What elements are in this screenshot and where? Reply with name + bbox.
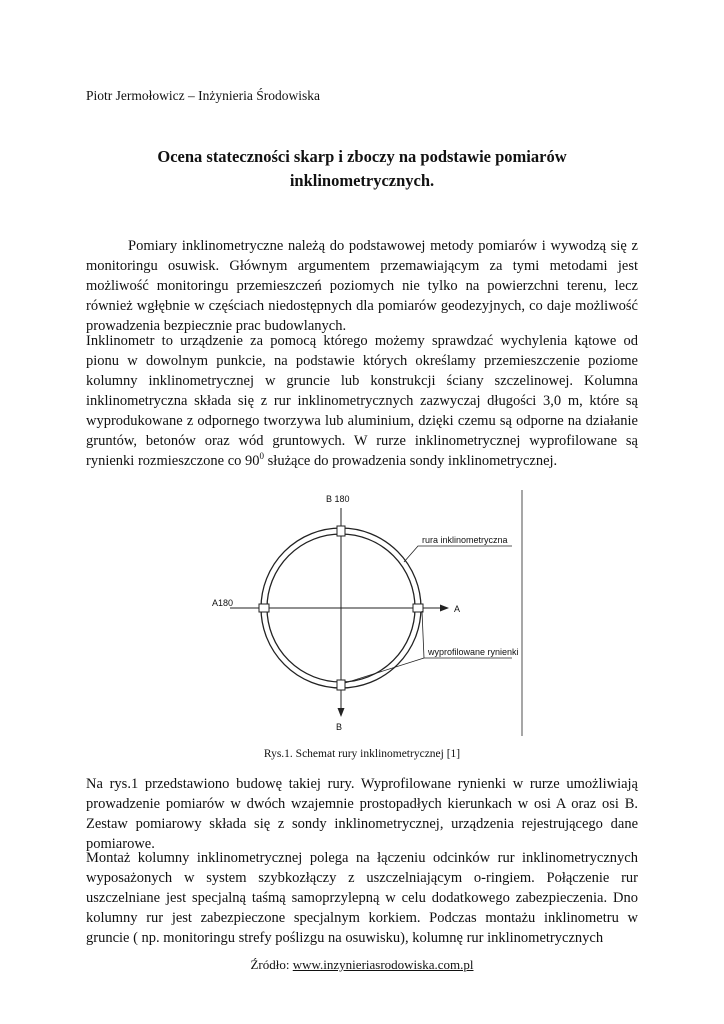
running-header: Piotr Jermołowicz – Inżynieria Środowiska bbox=[86, 88, 320, 103]
paragraph-installation: Montaż kolumny inklinometrycznej polega na łączeniu odcinków rur inklinometrycznych wyposażonych w system szybkozłączy z uszczelniającym o-ringiem. Połączenie rur uszczelniane jest specjalną taśmą samoprzylepną w celu dodatkowego zabezpieczenia. Dno kolumny rur jest zabezpieczone specjalnym korkiem. Podczas montażu inklinometru w gruncie ( np. monitoringu strefy poślizgu na osuwisku), kolumnę rur inklinometrycznych bbox=[86, 850, 638, 946]
axis-a-arrow bbox=[440, 605, 449, 612]
paragraph-figure-description: Na rys.1 przedstawiono budowę takiej rury. Wyprofilowane rynienki w rurze umożliwiają prowadzenie pomiarów w dwóch wzajemnie prostopadłych kierunkach w osi A oraz osi B. Zestaw pomiarowy składa się z sondy inklinometrycznej, urządzenia rejestrującego dane pomiarowe. bbox=[86, 776, 638, 852]
paragraph-inclinometer bbox=[86, 331, 638, 471]
pipe-schematic-diagram bbox=[200, 484, 530, 739]
footer-prefix: Źródło: bbox=[250, 957, 293, 972]
paragraph-intro: Pomiary inklinometryczne należą do podstawowej metody pomiarów i wywodzą się z monitoringu osuwisk. Głównym argumentem przemawiającym za tymi metodami jest możliwość monitoringu przemieszczeń poziomych nie tylko na powierzchni terenu, lecz również wgłębnie w częściach niedostępnych dla pomiarów geodezyjnych, co daje możliwość prowadzenia bezpiecznie prac budowlanych. bbox=[86, 238, 638, 334]
label-a: A bbox=[454, 604, 461, 614]
title-line-2: inklinometrycznych. bbox=[289, 171, 435, 190]
groove-left bbox=[259, 604, 269, 612]
paragraph-inclinometer-tail: służące do prowadzenia sondy inklinometrycznej. bbox=[264, 453, 558, 469]
figure-caption: Rys.1. Schemat rury inklinometrycznej [1] bbox=[263, 748, 461, 760]
label-b180: B 180 bbox=[326, 494, 350, 504]
degree-superscript: 0 bbox=[259, 451, 265, 462]
leader-pipe bbox=[404, 546, 512, 562]
paragraph-inclinometer-text: Inklinometr to urządzenie za pomocą którego możemy sprawdzać wychylenia kątowe od pionu w dowolnym punkcie, na podstawie których określamy przemieszczenie poziome kolumny inklinometrycznej w gruncie lub konstrukcji ściany szczelinowej. Kolumna inklinometryczna składa się z rur inklinometrycznych zazwyczaj długości 3,0 m, które są wyprodukowane z odpornego tworzywa lub aluminium, dzięki czemu są odporne na działanie gruntów, betonów oraz wód gruntowych. W rurze inklinometrycznej wyprofilowane są rynienki rozmieszczone co 90 bbox=[86, 333, 638, 469]
label-a180: A180 bbox=[212, 598, 234, 608]
source-link[interactable]: www.inzynieriasrodowiska.com.pl bbox=[292, 957, 474, 972]
document-title bbox=[86, 145, 638, 193]
groove-bottom bbox=[337, 680, 345, 690]
title-line-1: Ocena stateczności skarp i zboczy na podstawie pomiarów bbox=[157, 147, 567, 166]
leader-grooves-2 bbox=[345, 658, 424, 683]
label-grooves: wyprofilowane rynienki bbox=[428, 647, 519, 657]
figure-pipe-schematic bbox=[200, 484, 530, 739]
source-footer bbox=[86, 957, 638, 973]
groove-top bbox=[337, 526, 345, 536]
label-b: B bbox=[336, 722, 343, 732]
label-pipe: rura inklinometryczna bbox=[422, 535, 508, 545]
groove-right bbox=[413, 604, 423, 612]
axis-b-arrow bbox=[338, 708, 345, 717]
